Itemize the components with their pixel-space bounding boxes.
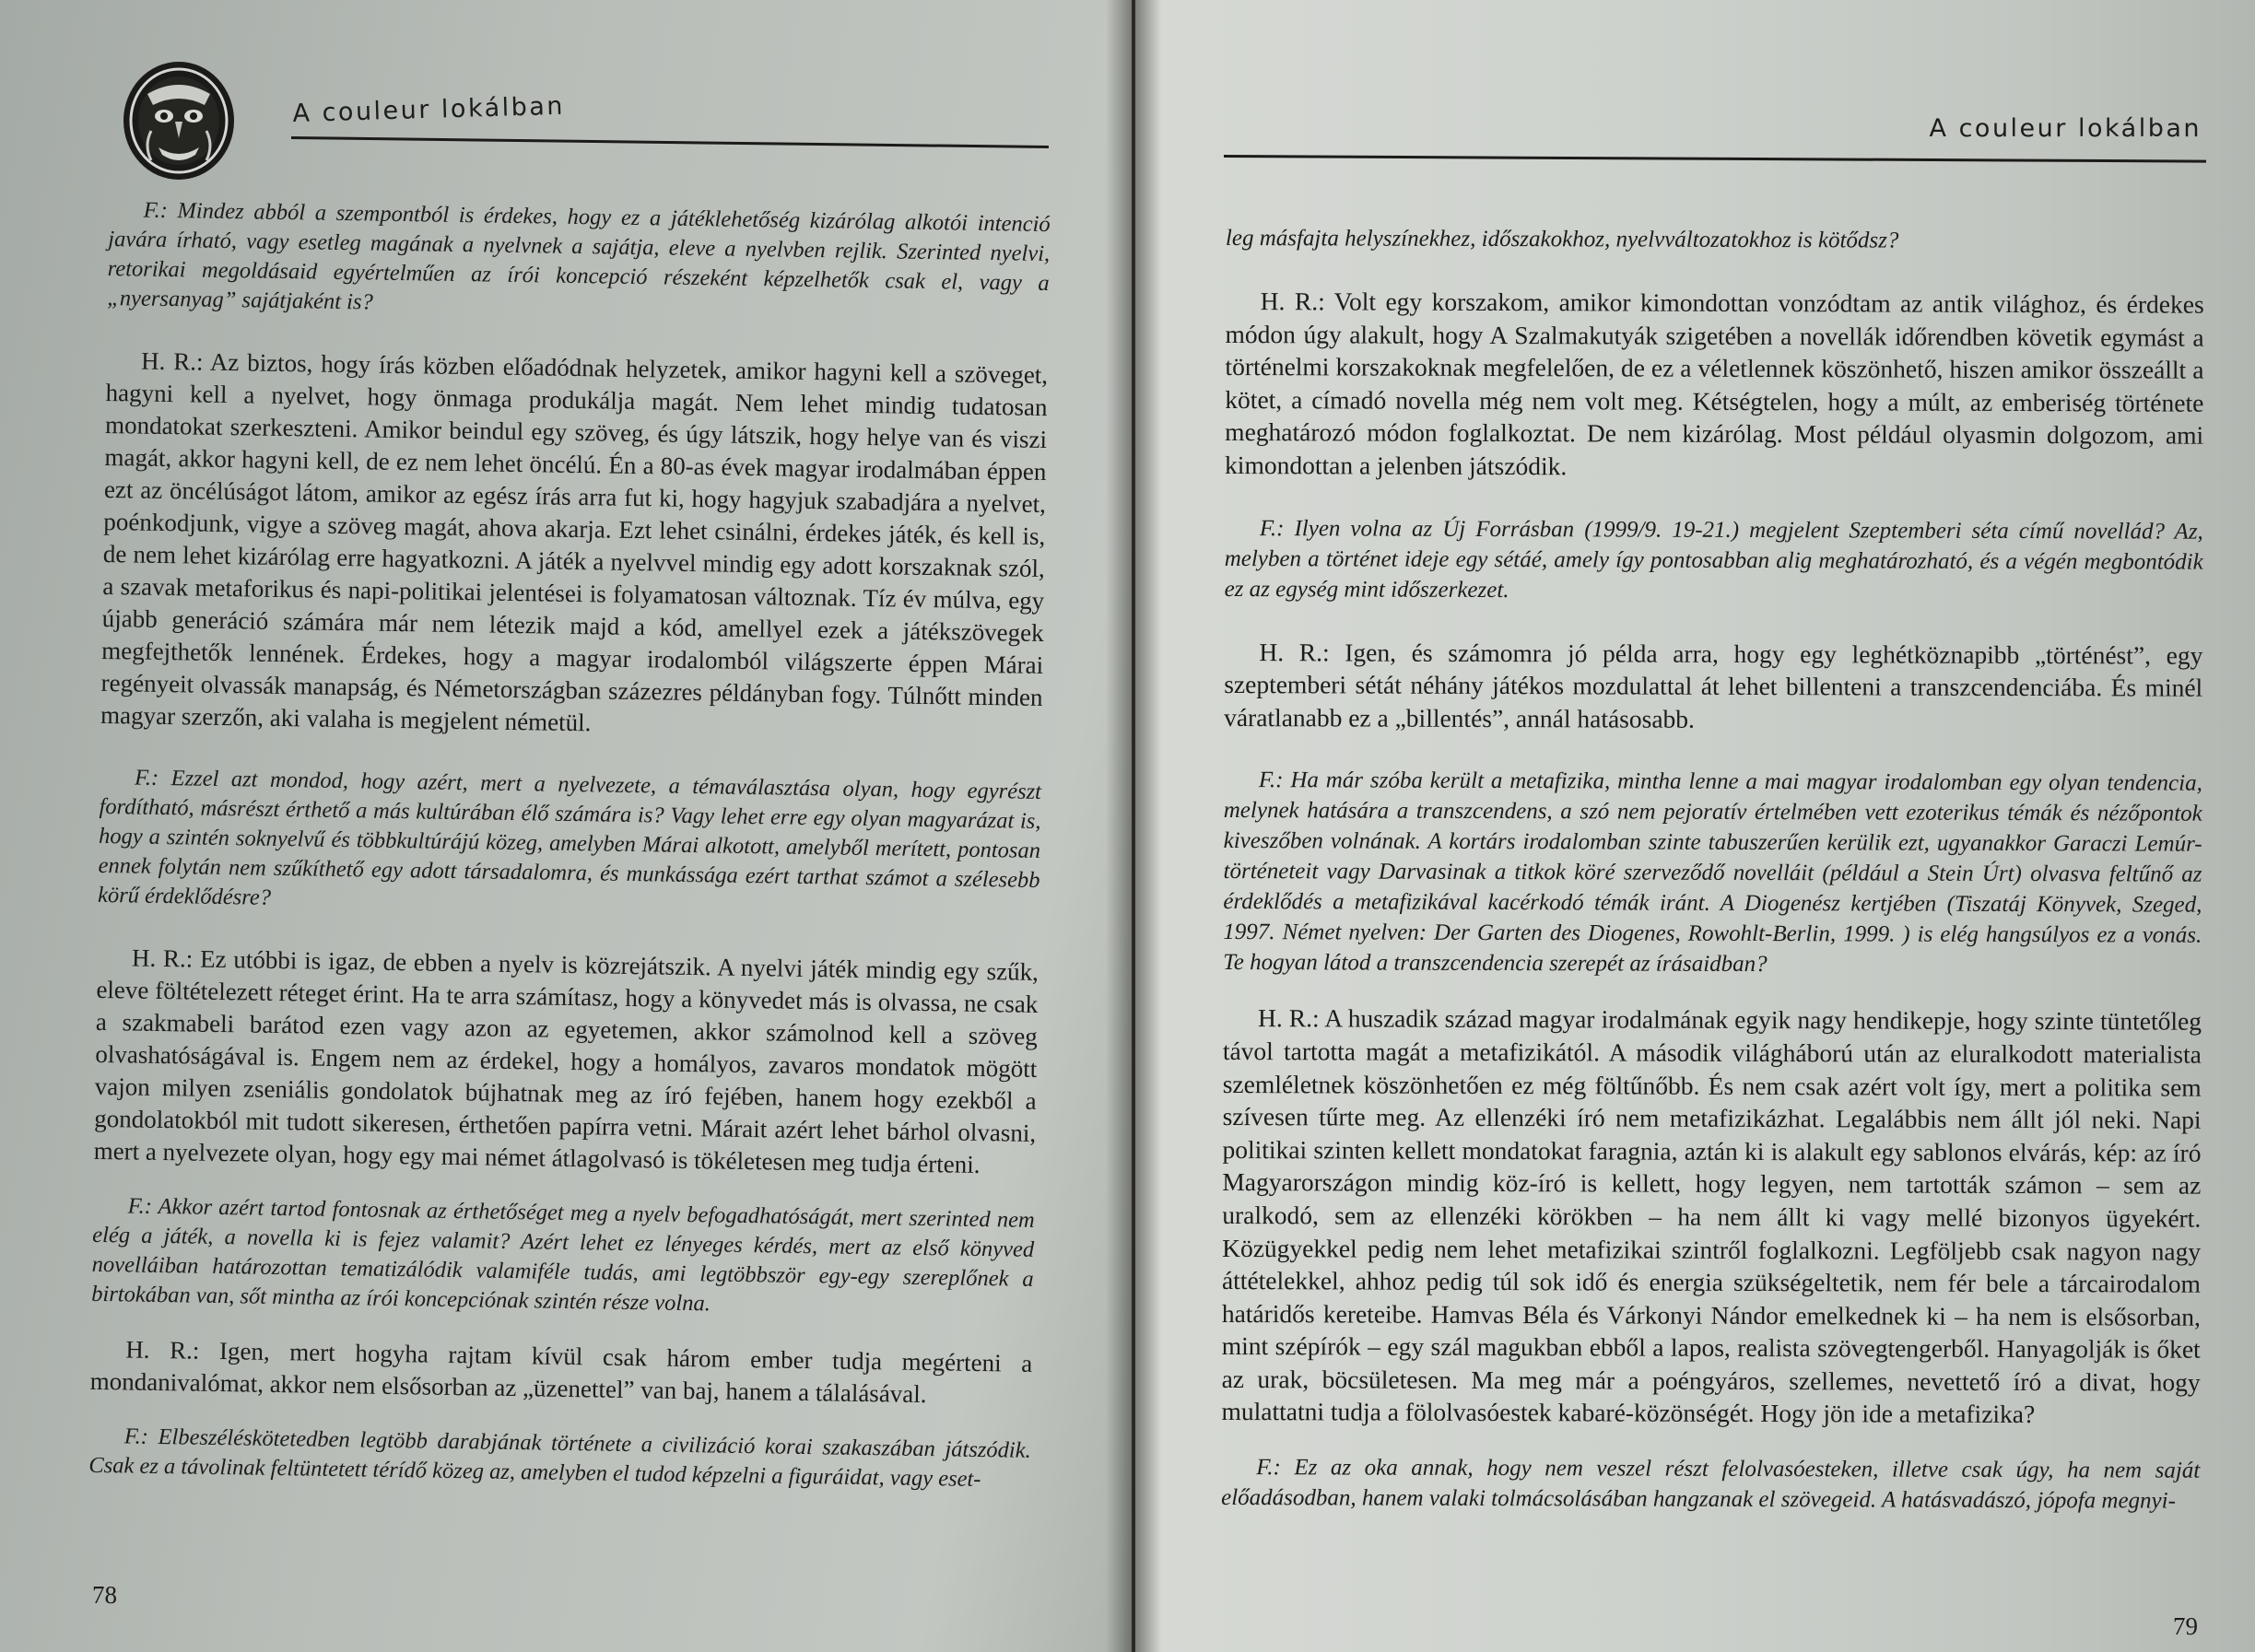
right-text-column — [1221, 223, 2204, 1517]
header-rule — [291, 136, 1049, 148]
interview-answer: H. R.: Ez utóbbi is igaz, de ebben a nyelv is közrejátszik. A nyelvi játék mindig egy szűk, eleve föltételezett réteget érint. Ha te arra számítasz, hogy a könyvedet más is olvassa, ne csak a szakmabeli barátod ezen vagy azon az egyetemen, akkor számolnod kell a szöveg olvashatóságával is. Engem nem az érdekel, hogy a homályos, zavaros mondatok mögött vajon milyen zseniális gondolatok bújhatnak meg az író fejében, hanem hogy ezekből a gondolatokból mit tudott sikeresen, érthetően papírra vetni. Márait azért lehet bárhol olvasni, mert a nyelvezete olyan, hogy egy mai német átlagolvasó is tökéletesen meg tudja érteni. — [93, 943, 1039, 1178]
interview-answer: H. R.: Igen, és számomra jó példa arra, hogy egy leghétköznapibb „történést”, egy szeptemberi sétát néhány játékos mozdulattal át lehet billenteni a transzcendenciába. És minél váratlanabb ez a „billentés”, annál hatásosabb. — [1224, 637, 2203, 733]
interview-answer: H. R.: Igen, mert hogyha rajtam kívül csak három ember tudja megérteni a mondanivalómat, akkor nem elsősorban az „üzenettel” van baj, hanem a tálalásával. — [89, 1335, 1033, 1409]
running-head: A couleur lokálban — [1929, 114, 2202, 143]
carved-mask-emblem-icon — [120, 57, 238, 184]
interview-question: F.: Elbeszéléskötetedben legtöbb darabjának története a civilizáció korai szakaszában játszódik. Csak ez a távolinak feltüntetett térídő közeg az, amelyben el tudod képzelni a figuráidat, vagy eset- — [88, 1424, 1031, 1493]
left-text-column — [88, 195, 1051, 1495]
interview-question-continuation: leg másfajta helyszínekhez, időszakokhoz, nyelvváltozatokhoz is kötődsz? — [1225, 225, 1899, 253]
header-rule — [1224, 155, 2206, 163]
interview-question: F.: Akkor azért tartod fontosnak az érthetőséget meg a nyelv befogadhatóságát, mert szerinted nem elég a játék, a novella ki is fejez valamit? Azért lehet ez lényeges kérdés, mert az első könyved novelláiban határozottan tematizálódik valamiféle tudás, ami legtöbbször egy-egy szereplőnek a birtokában van, sőt mintha az írói koncepciónak szintén része volna. — [91, 1193, 1035, 1317]
interview-answer: H. R.: Volt egy korszakom, amikor kimondottan vonzódtam az antik világhoz, és érdekes módon úgy alakult, hogy A Szalmakutyák szigetében a novellák időrendben követik egymást a történelmi korszakoknak megfelelően, de ez a véletlennek köszönhető, hiszen amikor összeállt a kötet, a címadó novella még nem volt meg. Kétségtelen, hogy a múlt, az emberiség története meghatározó módon foglalkoztat. De nem kizárólag. Most például olyasmin dolgozom, ami kimondottan a jelenben játszódik. — [1225, 287, 2204, 481]
interview-question: F.: Ilyen volna az Új Forrásban (1999/9. 19-21.) megjelent Szeptemberi séta című novellád? Az, melyben a történet ideje egy sétáé, amely így pontosabban alig meghatározható, és a végén megbontódik ez az egység mint időszerkezet. — [1224, 515, 2203, 603]
interview-answer: H. R.: A huszadik század magyar irodalmának egyik nagy hendikepje, hogy szinte tüntetőleg távol tartotta magát a metafizikától. A második világháború után az eluralkodott materialista szemléletnek köszönhetően ez még föltűnőbb. És nem csak azért volt így, mert a politika sem szívesen tűrte meg. Az ellenzéki író nem metafizikázhat. Legalábbis nem állt jól neki. Napi politikai szinten kellett mondatokat faragnia, aztán ki is alakult egy sablonos elvárás, kép: az író Magyarországon mindig köz-író is kellett, hogy legyen, nem tartották számon – sem az uralkodó, sem az ellenzéki körökben – ha nem állt ki vagy mellé bizonyos ügyekért. Közügyekkel pedig nem lehet metafizikai szintről foglalkozni. Legföljebb csak nagyon nagy áttételekkel, ahhoz pedig túl sok idő és energia szükségeltetik, nem fér bele a tárcairodalom határidős kereteibe. Hamvas Béla és Várkonyi Nándor emelkednek ki – ha nem is elsősorban, mint szépírók – egy szál magukban ebből a lapos, realista szövegtengerből. Hanyagolják is őket az urak, böcsületesen. Ma meg már a poéngyáros, szellemes, nevettető író a divat, hogy mulattatni tudja a fölolvasóestek kabaré-közönségét. Hogy jön ide a metafizika? — [1221, 1003, 2202, 1429]
page-number: 78 — [92, 1581, 117, 1609]
interview-question: F.: Ez az oka annak, hogy nem veszel részt felolvasóesteken, illetve csak úgy, ha nem saját előadásodban, hanem valaki tolmácsolásában hangzanak el szövegeid. A hatásvadászó, jópofa megnyi- — [1221, 1455, 2201, 1514]
interview-question: F.: Ezzel azt mondod, hogy azért, mert a nyelvezete, a témaválasztása olyan, hogy egyrészt fordítható, másrészt érthető a más kultúrában élő számára is? Vagy lehet erre egy olyan magyarázat is, hogy a szintén soknyelvű és többkultúrájú közeg, amelyben Márai alkotott, amelyből merített, pontosan ennek folytán nem szűkíthető egy adott társadalomra, és munkássága ezért tarthat számot a szélesebb körű érdeklődésre? — [97, 765, 1042, 910]
interview-answer: H. R.: Az biztos, hogy írás közben előadódnak helyzetek, amikor hagyni kell a szöveget, hagyni kell a nyelvet, hogy önmaga produkálja magát. Nem lehet mindig tudatosan mondatokat szerkeszteni. Amikor beindul egy szöveg, és úgy látszik, hogy helye van és viszi magát, akkor hagyni kell, de ez nem lehet öncélú. Én a 80-as évek magyar irodalmában éppen ezt az öncélúságot látom, amikor az egész írás arra fut ki, hogy hagyjuk szabadjára a nyelvet, poénkodjunk, vigye a szöveg magát, ahova akarja. Ezt lehet csinálni, érdekes játék, és kell is, de nem lehet kizárólag erre hagyatkozni. A játék a nyelvvel mindig egy adott korszaknak szól, a szavak metaforikus és napi-politikai jelentései is folyamatosan változnak. Tíz év múlva, egy újabb generáció számára már nem létezik majd a kód, amellyel ezek a játékszövegek megfejthetők lennének. Érdekes, hogy a magyar irodalomból világszerte éppen Márai regényeit olvassák manapság, és Németországban százezres példányban fogy. Túlnőtt minden magyar szerzőn, aki valaha is megjelent németül. — [100, 346, 1049, 737]
interview-question: F.: Mindez abból a szempontból is érdekes, hogy ez a játéklehetőség kizárólag alkotói intenció javára írható, vagy esetleg magának a nyelvnek a sajátja, eleve a nyelvben rejlik. Szerinted nyelvi, retorikai megoldásaid egyértelműen az írói koncepció részeként képzelhetők csak el, vagy a „nyersanyag” sajátjaként is? — [107, 197, 1051, 315]
right-page — [1135, 0, 2255, 1652]
interview-question: F.: Ha már szóba került a metafizika, mintha lenne a mai magyar irodalomban egy olyan tendencia, melynek hatására a transzcendens, a szó nem pejoratív értelmében vett ezoterikus témák és nézőpontok kiveszőben volnának. A kortárs irodalomban szinte tabuszerűen kerülik ezt, ugyanakkor Garaczi Lemúr-történeteit vagy Darvasinak a titkok köré szerveződő novelláit (például a Stein Úrt) olvasva feltűnő az érdeklődés a metafizikával kacérkodó témák iránt. A Diogenész kertjében (Tiszatáj Könyvek, Szeged, 1997. Német nyelven: Der Garten des Diogenes, Rowohlt-Berlin, 1999. ) is elég hangsúlyos ez a vonás. Te hogyan látod a transzcendencia szerepét az írásaidban? — [1223, 767, 2202, 978]
page-number: 79 — [2173, 1612, 2198, 1640]
running-head: A couleur lokálban — [292, 91, 566, 128]
